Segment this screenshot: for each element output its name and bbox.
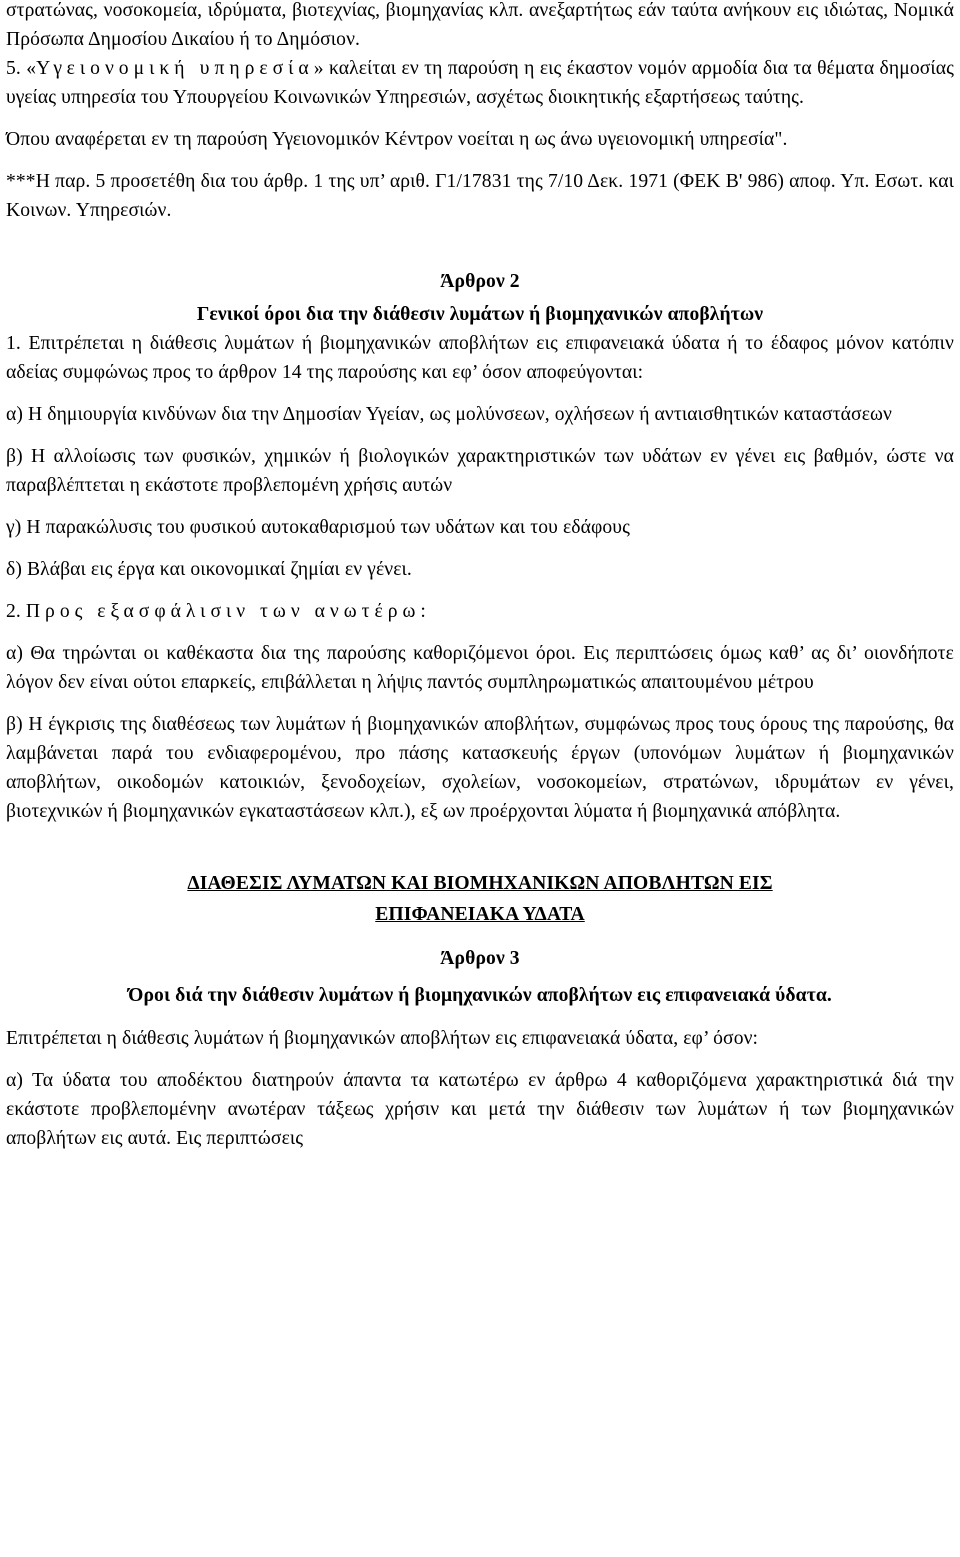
definition-5-text: » καλείται εν τη παρούση η εις έκαστον νομόν αρμοδία δια τα θέματα δημοσίας υγείας υπηρεσία του Υπουργείου Κοινωνικών Υπηρεσιών, ασχέτως διοικητικής εξαρτήσεως ταύτης. — [6, 58, 954, 108]
section-heading-line-2 — [6, 899, 954, 930]
section-heading-line-1 — [6, 868, 954, 899]
definition-5-paragraph — [6, 54, 954, 112]
definition-5-term: Υγειονομική υπηρεσία — [36, 58, 314, 79]
article-3-number: Άρθρον 3 — [440, 948, 520, 969]
article-2-item-d: δ) Βλάβαι εις έργα και οικονομικαί ζημίαι εν γένει. — [6, 559, 412, 580]
article-2-number: Άρθρον 2 — [440, 271, 520, 292]
section-heading — [6, 868, 954, 930]
article-2-paragraph-2-item-b: β) Η έγκρισις της διαθέσεως των λυμάτων ή βιομηχανικών αποβλήτων, συμφώνως προς τους όρους της παρούσης, θα λαμβάνεται παρά του ενδιαφερομένου, προ πάσης κατασκευής έργων (υπονόμων λυμάτων ή βιομηχανικών αποβλήτων, οικοδομών κατοικιών, ξενοδοχείων, σχολείων, νοσοκομείων, στρατώνων, ιδρυμάτων εν γένει, βιοτεχνικών ή βιομηχανικών εγκαταστάσεων κλπ.), εξ ων προέρχονται λύματα ή βιομηχανικά απόβλητα. — [6, 714, 954, 822]
article-3-paragraph-1: Επιτρέπεται η διάθεσις λυμάτων ή βιομηχανικών αποβλήτων εις επιφανειακά ύδατα, εφ’ όσον: — [6, 1028, 759, 1049]
article-2-paragraph-2-number: 2. — [6, 601, 26, 622]
section-heading-line-2-text: ΕΠΙΦΑΝΕΙΑΚΑ ΥΔΑΤΑ — [375, 904, 585, 925]
article-2-item-b: β) Η αλλοίωσις των φυσικών, χημικών ή βιολογικών χαρακτηριστικών των υδάτων εν γένει εις βαθμόν, ώστε να παραβλέπτεται η εκάστοτε προβλεπομένη χρήσις αυτών — [6, 446, 954, 496]
article-2-item-c: γ) Η παρακώλυσις του φυσικού αυτοκαθαρισμού των υδάτων και του εδάφους — [6, 517, 630, 538]
article-2-paragraph-2-item-a: α) Θα τηρώνται οι καθέκαστα δια της παρούσης καθοριζόμενοι όροι. Εις περιπτώσεις όμως καθ’ ας δι’ οιονδήποτε λόγον δεν είναι ούτοι επαρκείς, επιβάλλεται η λήψις παντός συμπληρωματικώς απαιτουμένου μέτρου — [6, 643, 954, 693]
intro-paragraph: στρατώνας, νοσοκομεία, ιδρύματα, βιοτεχνίας, βιομηχανίας κλπ. ανεξαρτήτως εάν ταύτα ανήκουν εις ιδιώτας, Νομικά Πρόσωπα Δημοσίου Δικαίου ή το Δημόσιον. — [6, 0, 954, 50]
definition-5-note: Όπου αναφέρεται εν τη παρούση Υγειονομικόν Κέντρον νοείται η ως άνω υγειονομική υπηρεσία". — [6, 129, 788, 150]
amendment-note: ***Η παρ. 5 προσετέθη δια του άρθρ. 1 της υπ’ αριθ. Γ1/17831 της 7/10 Δεκ. 1971 (ΦΕΚ Β' 986) αποφ. Υπ. Εσωτ. και Κοινων. Υπηρεσιών. — [6, 171, 954, 221]
article-2-paragraph-2-heading — [6, 597, 954, 626]
article-3-title: Όροι διά την διάθεσιν λυμάτων ή βιομηχανικών αποβλήτων εις επιφανειακά ύδατα. — [128, 985, 832, 1006]
article-2-paragraph-1: 1. Επιτρέπεται η διάθεσις λυμάτων ή βιομηχανικών αποβλήτων εις επιφανειακά ύδατα ή το έδαφος μόνον κατόπιν αδείας συμφώνως προς το άρθρον 14 της παρούσης και εφ’ όσον αποφεύγονται: — [6, 333, 954, 383]
article-2-item-a: α) Η δημιουργία κινδύνων δια την Δημοσίαν Υγείαν, ως μολύνσεων, οχλήσεων ή αντιαισθητικών καταστάσεων — [6, 404, 892, 425]
section-heading-line-1-text: ΔΙΑΘΕΣΙΣ ΛΥΜΑΤΩΝ ΚΑΙ ΒΙΟΜΗΧΑΝΙΚΩΝ ΑΠΟΒΛΗΤΩΝ ΕΙΣ — [187, 873, 773, 894]
article-3-item-a: α) Τα ύδατα του αποδέκτου διατηρούν άπαντα τα κατωτέρω εν άρθρω 4 καθοριζόμενα χαρακτηριστικά διά την εκάστοτε προβλεπομένην ανωτέραν τάξεως χρήσιν και μετά την διάθεσιν των λυμάτων ή των βιομηχανικών αποβλήτων εις αυτά. Εις περιπτώσεις — [6, 1070, 954, 1149]
article-2-title: Γενικοί όροι δια την διάθεσιν λυμάτων ή βιομηχανικών αποβλήτων — [196, 304, 764, 325]
definition-5-number: 5. « — [6, 58, 37, 79]
article-2-paragraph-2-label: Προς εξασφάλισιν των ανωτέρω: — [25, 601, 431, 622]
